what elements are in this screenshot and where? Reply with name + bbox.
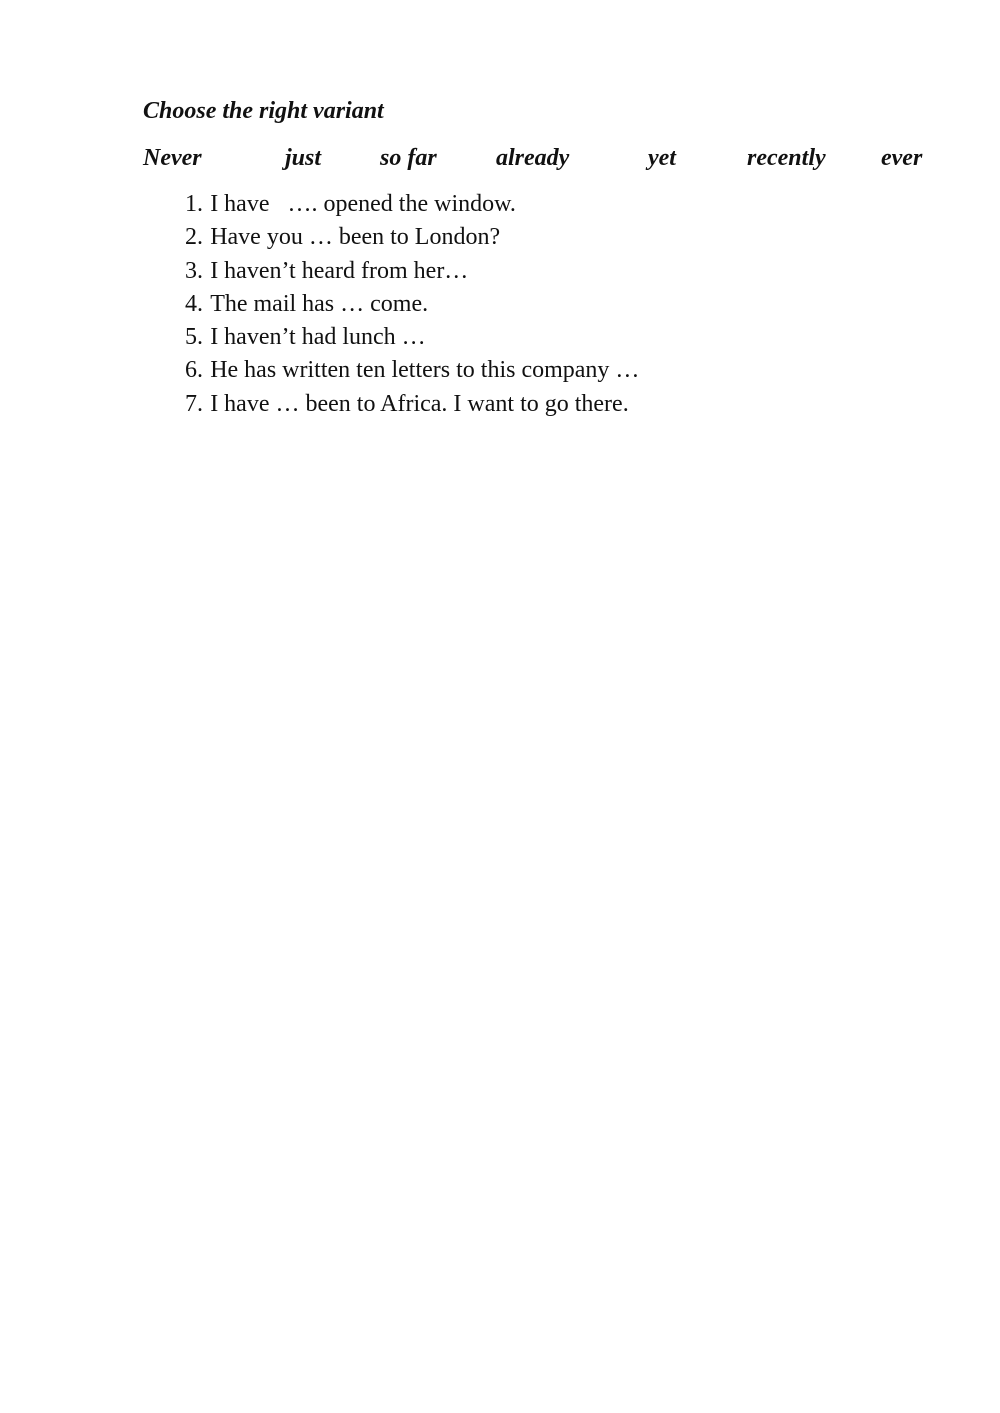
exercise-item [166,221,639,254]
item-sentence: Have you … been to London? [210,224,501,251]
item-sentence: I haven’t had lunch … [210,324,426,351]
exercise-item [166,321,639,354]
item-sentence: I haven’t heard from her… [210,257,469,284]
item-number: 6. [185,357,203,384]
worksheet-heading: Choose the right variant [143,98,384,124]
exercise-item [166,354,639,387]
word-bank-item: yet [648,145,676,171]
word-bank-item: already [496,145,570,171]
exercise-list [166,188,639,421]
word-bank-item: recently [747,145,826,171]
exercise-item [166,255,639,288]
exercise-item [166,288,639,321]
word-bank-item: Never [143,145,202,171]
item-number: 1. [185,191,203,217]
word-bank-item: ever [881,145,923,171]
exercise-item [166,388,639,421]
item-sentence: He has written ten letters to this company … [210,357,640,384]
item-number: 4. [185,290,203,317]
item-number: 2. [185,224,203,251]
item-sentence: I have … been to Africa. I want to go there. [210,390,629,417]
exercise-item [166,188,639,221]
item-sentence: The mail has … come. [210,290,429,317]
item-number: 3. [185,257,203,284]
item-number: 5. [185,324,203,351]
word-bank [143,141,930,175]
word-bank-item: so far [380,145,437,171]
word-bank-item: just [285,145,322,171]
item-sentence: I have …. opened the window. [210,191,516,217]
item-number: 7. [185,390,203,417]
